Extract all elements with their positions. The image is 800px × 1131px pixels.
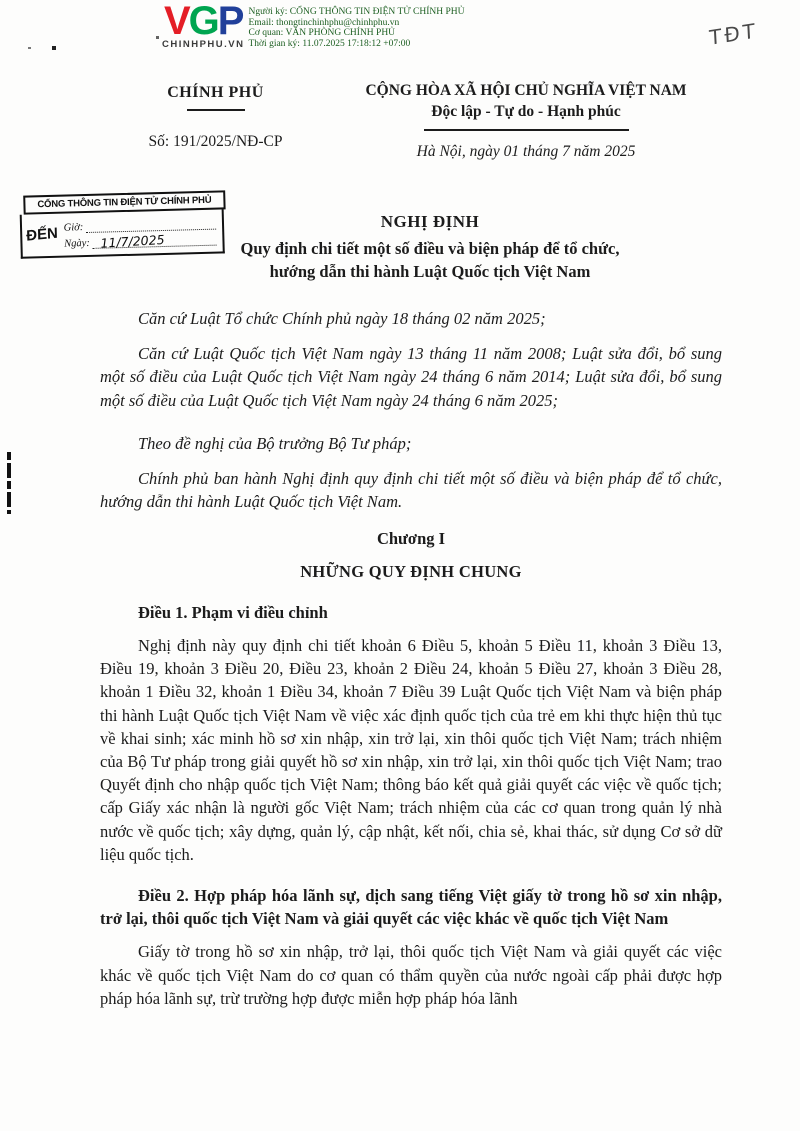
stamp-office-name: CỔNG THÔNG TIN ĐIỆN TỬ CHÍNH PHỦ: [23, 190, 225, 214]
scan-artifact-speck: [156, 36, 159, 39]
article-2-body: Giấy tờ trong hồ sơ xin nhập, trở lại, thôi quốc tịch Việt Nam và giải quyết các việc khác về quốc tịch Việt Nam do cơ quan có thẩm quyền của nước ngoài cấp phải được hợp pháp hóa lãnh sự, trừ trường hợp được miễn hợp pháp hóa lãnh: [100, 942, 722, 1008]
chapter-title: NHỮNG QUY ĐỊNH CHUNG: [300, 561, 522, 581]
chapter-number: Chương I: [376, 529, 446, 549]
vgp-logo-domain: CHINHPHU.VN: [162, 39, 245, 50]
scan-artifact-margin-mark: [7, 452, 11, 514]
preamble-paragraph: Căn cứ Luật Quốc tịch Việt Nam ngày 13 tháng 11 năm 2008; Luật sửa đổi, bổ sung một số điều của Luật Quốc tịch Việt Nam ngày 24 tháng 6 năm 2014; Luật sửa đổi, bổ sung một số điều của Luật Quốc tịch Việt Nam ngày 24 tháng 6 năm 2025;: [100, 344, 722, 410]
digital-signature-block: [162, 0, 465, 50]
document-kind: NGHỊ ĐỊNH: [380, 212, 480, 231]
place-and-date: Hà Nội, ngày 01 tháng 7 năm 2025: [416, 143, 636, 160]
preamble-paragraph: Chính phủ ban hành Nghị định quy định chi tiết một số điều và biện pháp để tổ chức, hướng dẫn thi hành Luật Quốc tịch Việt Nam.: [100, 469, 722, 512]
handwritten-note: TĐT: [708, 18, 759, 50]
document-subject: [140, 237, 720, 283]
document-body: [100, 307, 722, 1020]
issuer-divider: [187, 109, 245, 111]
article-1-heading: Điều 1. Phạm vi điều chỉnh: [138, 602, 328, 622]
signature-time-line: Thời gian ký: 11.07.2025 17:18:12 +07:00: [248, 38, 411, 49]
stamp-den-label: ĐẾN: [26, 224, 59, 245]
stamp-hour-label: Giờ:: [63, 222, 84, 234]
issuer-column: [128, 84, 303, 151]
signature-agency-line: Cơ quan: VĂN PHÒNG CHÍNH PHỦ: [248, 28, 396, 38]
preamble-paragraph: Căn cứ Luật Tổ chức Chính phủ ngày 18 tháng 02 năm 2025;: [138, 309, 546, 328]
national-title: CỘNG HÒA XÃ HỘI CHỦ NGHĨA VIỆT NAM: [365, 82, 687, 99]
article-1-body: Nghị định này quy định chi tiết khoản 6 Điều 5, khoản 5 Điều 11, khoản 3 Điều 13, Điều 19, khoản 3 Điều 20, Điều 23, khoản 2 Điều 24, khoản 5 Điều 27, khoản 3 Điều 28, khoản 1 Điều 32, khoản 1 Điều 34, khoản 7 Điều 39 Luật Quốc tịch Việt Nam và biện pháp thi hành Luật Quốc tịch Việt Nam về việc xác định quốc tịch của trẻ em khi thực hiện thủ tục về khai sinh; xác minh hồ sơ xin nhập, xin trở lại, xin thôi quốc tịch Việt Nam; trách nhiệm của Bộ Tư pháp trong giải quyết hồ sơ xin nhập, xin trở lại, xin thôi quốc tịch Việt Nam; trao Quyết định cho nhập quốc tịch Việt Nam; thông báo kết quả giải quyết các việc về quốc tịch; cấp Giấy xác nhận là người gốc Việt Nam; trách nhiệm của các cơ quan trong quản lý nhà nước về quốc tịch; xây dựng, quản lý, cập nhật, kết nối, chia sẻ, khai thác, sử dụng Cơ sở dữ liệu quốc tịch.: [100, 636, 722, 864]
stamp-date-handwritten: 11/7/2025: [100, 231, 166, 251]
vgp-letter-p: P: [217, 0, 243, 43]
signature-email-line: Email: thongtinchinhphu@chinhphu.vn: [248, 17, 400, 28]
scan-artifact-speck: [28, 47, 31, 49]
document-subject-line1: Quy định chi tiết một số điều và biện pháp để tổ chức,: [240, 239, 620, 258]
issuer-name: CHÍNH PHỦ: [167, 84, 264, 101]
document-number: Số: 191/2025/NĐ-CP: [148, 133, 283, 150]
vgp-logo: [162, 0, 245, 50]
document-title-block: [140, 212, 720, 283]
preamble-paragraph: Theo đề nghị của Bộ trưởng Bộ Tư pháp;: [138, 433, 412, 453]
vgp-logo-letters: [163, 0, 243, 43]
document-subject-line2: hướng dẫn thi hành Luật Quốc tịch Việt Nam: [269, 262, 591, 281]
national-motto-divider: [424, 129, 629, 131]
signature-info: [248, 4, 464, 49]
national-motto: Độc lập - Tự do - Hạnh phúc: [431, 103, 621, 120]
scan-artifact-speck: [52, 46, 56, 50]
stamp-date-label: Ngày:: [64, 237, 90, 250]
preamble: [100, 307, 722, 513]
article-2-heading: Điều 2. Hợp pháp hóa lãnh sự, dịch sang tiếng Việt giấy tờ trong hồ sơ xin nhập, trở lại, thôi quốc tịch Việt Nam và giải quyết các việc khác về quốc tịch Việt Nam: [100, 886, 722, 929]
vgp-letter-v: V: [163, 0, 189, 43]
chapter-heading: [100, 527, 722, 582]
national-header-column: [340, 82, 712, 161]
vgp-letter-g: G: [188, 0, 218, 43]
signature-signer-line: Người ký: CỔNG THÔNG TIN ĐIỆN TỬ CHÍNH PHỦ: [248, 7, 465, 17]
